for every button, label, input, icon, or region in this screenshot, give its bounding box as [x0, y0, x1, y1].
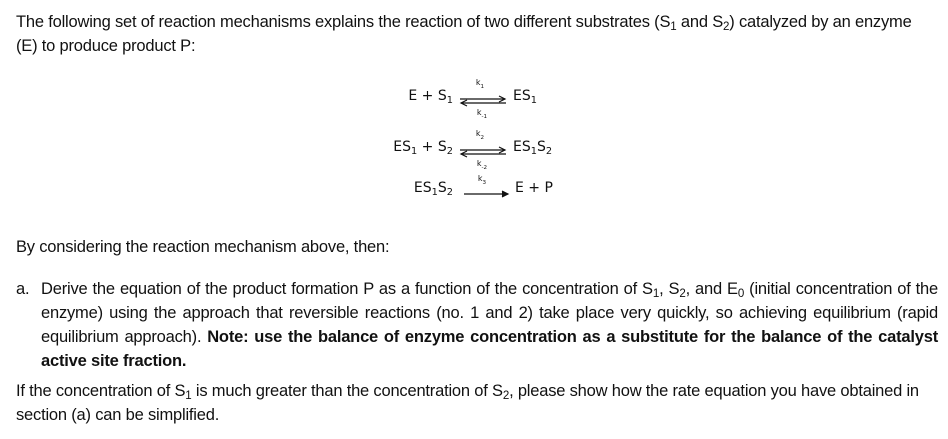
question-item-a [16, 277, 938, 373]
reaction-1-product: $ES_1$ [513, 88, 537, 106]
reaction-1-k-forward: $k_1$ [475, 78, 485, 90]
reaction-3-reactant: $ES_1S_2$ [413, 180, 453, 198]
reaction-3-products: E + P [515, 180, 553, 196]
intro-subscript-1: 1 [670, 21, 677, 33]
reaction-2 [0, 129, 948, 171]
note-bold: Note: use the balance of enzyme concentration as a substitute for the balance of the catalyst active site fraction. [41, 328, 938, 370]
reaction-2-k-forward: $k_2$ [475, 129, 485, 141]
reaction-1-reactants: $E + S_1$ [408, 88, 453, 106]
follow-up-question: If the concentration of $S_1$ is much greater than the concentration of $S_2$, please show how the rate equation you have obtained in section (a) can be simplified. [16, 382, 919, 424]
intro-text-2: and S [676, 13, 724, 31]
intro-text-1: The following set of reaction mechanisms explains the reaction of two different substrates (S [16, 13, 671, 31]
lead-sentence: By considering the reaction mechanism above, then: [16, 238, 390, 256]
forward-arrow-icon [462, 190, 512, 198]
reaction-2-k-reverse: $k_{-2}$ [476, 159, 488, 171]
reaction-1-k-reverse: $k_{-1}$ [476, 108, 488, 120]
reaction-3 [0, 174, 948, 210]
reaction-2-reactants: $ES_1 + S_2$ [393, 139, 453, 157]
reversible-arrow-icon [458, 96, 508, 106]
reaction-2-product: $ES_1S_2$ [513, 139, 553, 157]
intro-text-3: ) catalyzed by an enzyme (E) to produce product P: [16, 13, 912, 55]
reaction-3-k-forward: $k_3$ [477, 174, 487, 186]
reversible-arrow-icon [458, 147, 508, 157]
item-marker: a. [16, 280, 30, 298]
item-a-body: Derive the equation of the product formation P as a function of the concentration of $S_1$, $S_2$, and $E_0$ (initial concentration of the enzyme) using the approach that reversible reactions (no. 1 and 2) take place very quickly, so achieving equilibrium (rapid equilibrium approach). Note: use the balance of enzyme concentration as a substitute for the balance of the catalyst active site fraction. [41, 280, 938, 370]
reaction-1 [0, 78, 948, 120]
intro-subscript-2: 2 [723, 21, 730, 33]
